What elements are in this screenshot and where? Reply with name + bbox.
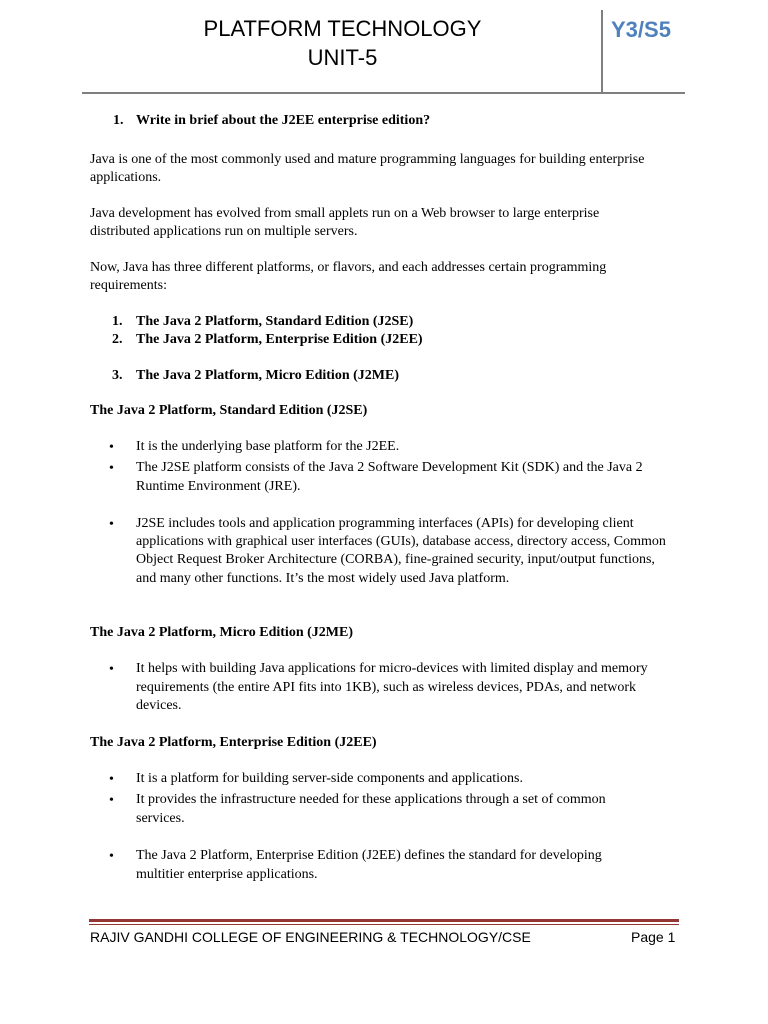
intro-paragraph: Now, Java has three different platforms, or flavors, and each addresses certain programming requirements: <box>90 260 607 293</box>
bullet-icon: • <box>109 772 114 787</box>
bullet-icon: • <box>109 662 114 677</box>
bullet-icon: • <box>109 849 114 864</box>
unit-label: UNIT-5 <box>307 45 378 70</box>
year-semester-code: Y3/S5 <box>611 17 671 42</box>
bullet-text: It is a platform for building server-side components and applications. <box>136 771 523 786</box>
list-item: The Java 2 Platform, Standard Edition (J2SE) <box>136 314 414 329</box>
section-heading: The Java 2 Platform, Enterprise Edition (J2EE) <box>90 735 377 750</box>
bullet-text: The Java 2 Platform, Enterprise Edition (J2EE) defines the standard for developing multitier enterprise applications. <box>136 848 602 882</box>
bullet-text: It helps with building Java applications for micro-devices with limited display and memory requirements (the entire API fits into 1KB), such as wireless devices, PDAs, and network devices. <box>136 661 648 713</box>
bullet-text: It provides the infrastructure needed for these applications through a set of common services. <box>136 792 606 826</box>
bullet-text: J2SE includes tools and application programming interfaces (APIs) for developing client applications with graphical user interfaces (GUIs), database access, directory access, Common Object Request Broker Architecture (CORBA), fine-grained security, input/output functions, and many other functions. It’s the most widely used Java platform. <box>136 516 666 586</box>
bullet-icon: • <box>109 793 114 808</box>
intro-paragraph: Java is one of the most commonly used and mature programming languages for building enterprise applications. <box>90 152 645 185</box>
list-item: The Java 2 Platform, Micro Edition (J2ME) <box>136 368 399 383</box>
footer-rule-thick <box>89 919 679 922</box>
header-divider-vertical <box>601 10 603 93</box>
footer-rule-thin <box>89 924 679 925</box>
question-number: 1. <box>113 113 124 128</box>
intro-paragraph: Java development has evolved from small applets run on a Web browser to large enterprise distributed applications run on multiple servers. <box>90 206 600 239</box>
list-item-number: 3. <box>112 368 123 383</box>
bullet-text: The J2SE platform consists of the Java 2 Software Development Kit (SDK) and the Java 2 Runtime Environment (JRE). <box>136 460 643 494</box>
bullet-text: It is the underlying base platform for the J2EE. <box>136 439 400 454</box>
section-heading: The Java 2 Platform, Micro Edition (J2ME) <box>90 625 353 640</box>
section-heading: The Java 2 Platform, Standard Edition (J2SE) <box>90 403 368 418</box>
list-item-number: 2. <box>112 332 123 347</box>
document-title: PLATFORM TECHNOLOGY <box>203 16 482 41</box>
bullet-icon: • <box>109 440 114 455</box>
page-header-title <box>190 14 495 72</box>
bullet-icon: • <box>109 461 114 476</box>
list-item-number: 1. <box>112 314 123 329</box>
page-number: Page 1 <box>631 929 676 945</box>
list-item: The Java 2 Platform, Enterprise Edition (J2EE) <box>136 332 423 347</box>
question-text: Write in brief about the J2EE enterprise edition? <box>136 113 431 128</box>
header-divider-horizontal <box>82 92 685 94</box>
bullet-icon: • <box>109 517 114 532</box>
footer-institution: RAJIV GANDHI COLLEGE OF ENGINEERING & TECHNOLOGY/CSE <box>90 929 531 945</box>
